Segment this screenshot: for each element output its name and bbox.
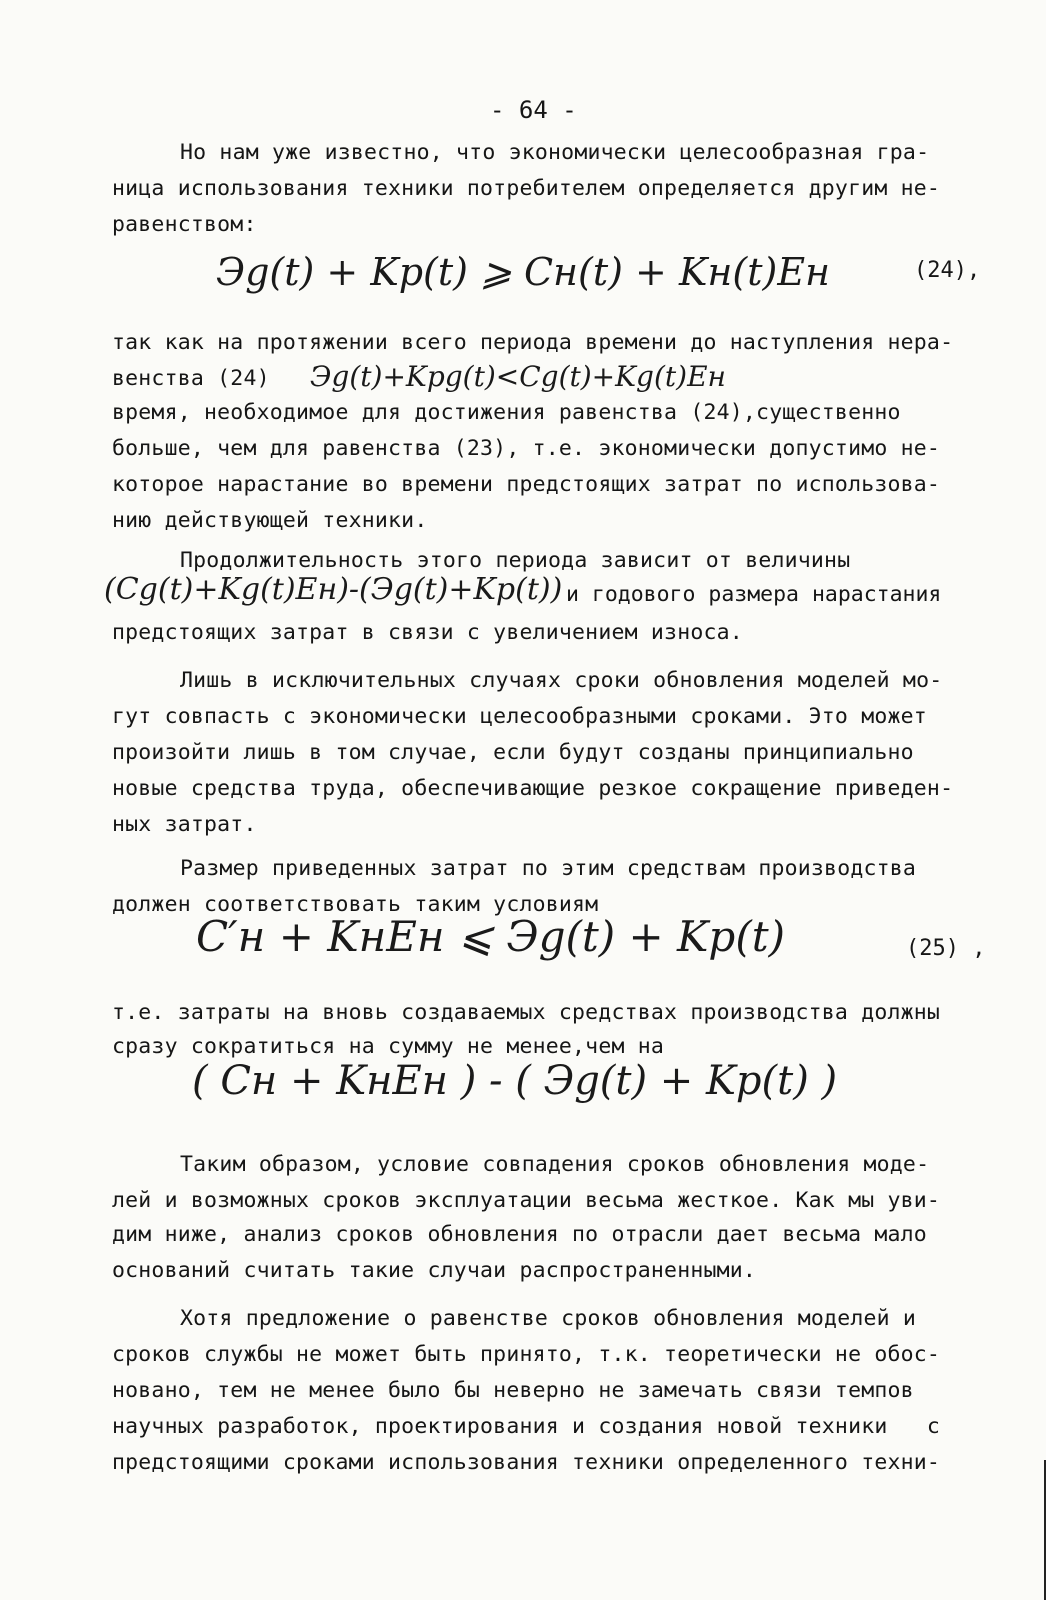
formula-25: C′н + KнEн ⩽ Эg(t) + Kp(t) — [196, 912, 785, 961]
formula-24: Эg(t) + Kp(t) ⩾ Cн(t) + Kн(t)Eн — [216, 250, 831, 294]
equation-number-24: (24), — [914, 258, 981, 283]
inline-formula-2: (Cg(t)+Kg(t)Eн)-(Эg(t)+Kp(t)) — [104, 572, 563, 607]
formula-difference: ( Cн + KнEн ) - ( Эg(t) + Kp(t) ) — [192, 1058, 838, 1104]
paragraph-line: сразу сократиться на сумму не менее,чем на — [112, 1034, 665, 1059]
paragraph-line: Хотя предложение о равенстве сроков обновления моделей и — [180, 1306, 917, 1331]
page-number: - 64 - — [490, 96, 577, 124]
paragraph-line: научных разработок, проектирования и создания новой техники с — [112, 1414, 941, 1439]
equation-number-25: (25) , — [906, 936, 986, 961]
paragraph-line: дим ниже, анализ сроков обновления по отрасли дает весьма мало — [112, 1222, 927, 1247]
paragraph-line: ница использования техники потребителем определяется другим не- — [112, 176, 941, 201]
paragraph-line: предстоящими сроками использования техники определенного техни- — [112, 1450, 941, 1475]
paragraph-line: нию действующей техники. — [112, 508, 428, 533]
paragraph-line: равенством: — [112, 212, 257, 237]
inline-formula-1: Эg(t)+Kpg(t)<Cg(t)+Kg(t)Eн — [310, 360, 726, 393]
paragraph-line: сроков службы не может быть принято, т.к. теоретически не обос- — [112, 1342, 941, 1367]
paragraph-line: новые средства труда, обеспечивающие резкое сокращение приведен- — [112, 776, 954, 801]
paragraph-line: оснований считать такие случаи распространенными. — [112, 1258, 757, 1283]
paragraph-line: Таким образом, условие совпадения сроков обновления моде- — [180, 1152, 930, 1177]
paragraph-line: время, необходимое для достижения равенства (24),существенно — [112, 400, 901, 425]
paragraph-line: предстоящих затрат в связи с увеличением износа. — [112, 620, 743, 645]
paragraph-line: произойти лишь в том случае, если будут созданы принципиально — [112, 740, 914, 765]
paragraph-line: Лишь в исключительных случаях сроки обновления моделей мо- — [180, 668, 943, 693]
paragraph-line: которое нарастание во времени предстоящих затрат по использова- — [112, 472, 941, 497]
paragraph-line: новано, тем не менее было бы неверно не замечать связи темпов — [112, 1378, 914, 1403]
paragraph-line: лей и возможных сроков эксплуатации весьма жесткое. Как мы уви- — [112, 1188, 941, 1213]
paragraph-line: ных затрат. — [112, 812, 257, 837]
paragraph-line: венства (24) — [112, 366, 270, 391]
paragraph-line: так как на протяжении всего периода времени до наступления нера- — [112, 330, 954, 355]
paragraph-line: Но нам уже известно, что экономически целесообразная гра- — [180, 140, 930, 165]
paragraph-line: должен соответствовать таким условиям — [112, 892, 599, 917]
paragraph-line: гут совпасть с экономически целесообразными сроками. Это может — [112, 704, 927, 729]
paragraph-line: больше, чем для равенства (23), т.е. экономически допустимо не- — [112, 436, 941, 461]
paragraph-line: т.е. затраты на вновь создаваемых средствах производства должны — [112, 1000, 941, 1025]
paragraph-line: Продолжительность этого периода зависит от величины — [180, 548, 851, 573]
paragraph-line: и годового размера нарастания — [566, 582, 942, 607]
paragraph-line: Размер приведенных затрат по этим средствам производства — [180, 856, 917, 881]
